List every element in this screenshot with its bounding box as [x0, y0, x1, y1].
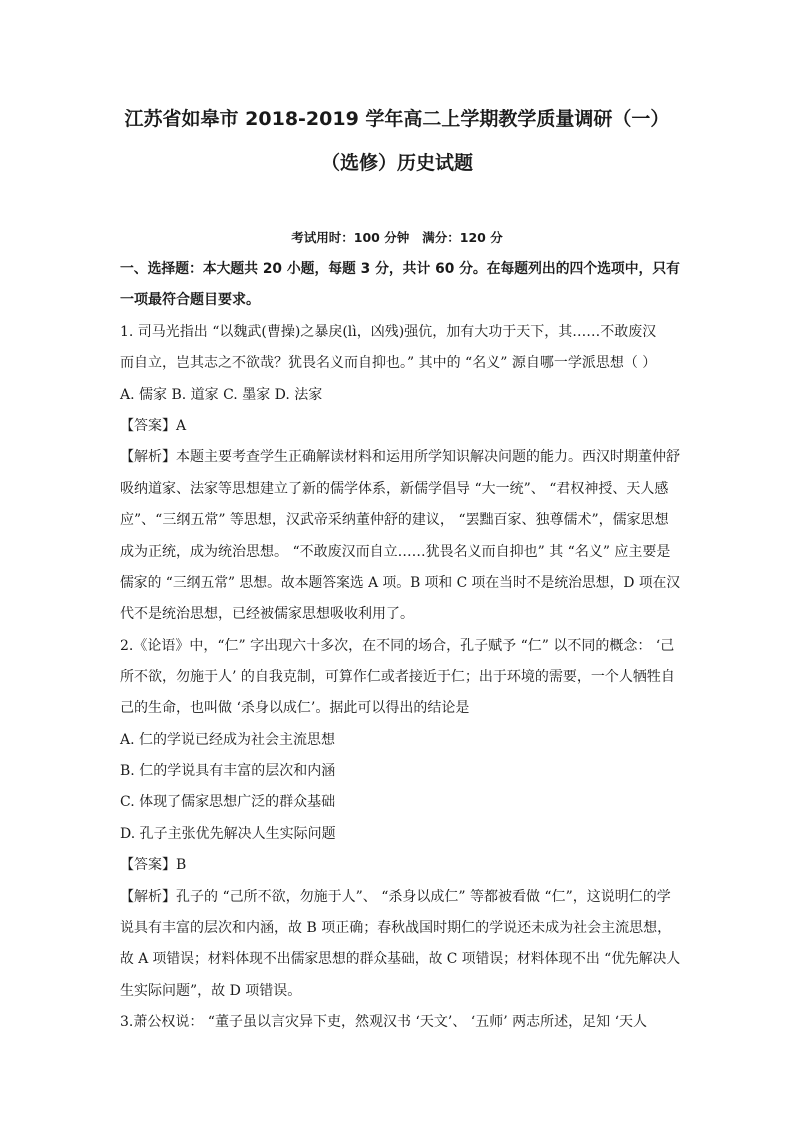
explanation-text: 【解析】孔子的 “己所不欲，勿施于人”、 “杀身以成仁” 等都被看做 “仁”，这说明仁的学	[120, 889, 671, 905]
option-b: B. 仁的学说具有丰富的层次和内涵	[120, 763, 336, 779]
explanation-text: 儒家的 “三纲五常” 思想。故本题答案选 A 项。B 项和 C 项在当时不是统治思想，D 项在汉	[120, 575, 681, 591]
question-1-text: 1. 司马光指出 “以魏武(曹操)之暴戾(lì，凶残)强伉，加有大功于天下，其……不敢废汉	[120, 324, 657, 340]
explanation-text: 生实际问题”，故 D 项错误。	[120, 983, 302, 999]
explanation-text: 应”、“三纲五常” 等思想，汉武帝采纳董仲舒的建议， “罢黜百家、独尊儒术”，儒家思想	[120, 512, 669, 528]
option-d: D. 孔子主张优先解决人生实际问题	[120, 826, 336, 842]
question-3-text: 3.萧公权说： “董子虽以言灾异下吏，然观汉书 ‘天文’、 ‘五师’ 两志所述，足知 ‘天人	[120, 1014, 648, 1030]
question-1-text: 而自立，岂其志之不欲哉？犹畏名义而自抑也。” 其中的 “名义” 源自哪一学派思想（ ）	[120, 355, 657, 371]
explanation-text: 代不是统治思想，已经被儒家思想吸收利用了。	[120, 606, 414, 622]
section-heading-cont: 一项最符合题目要求。	[120, 292, 260, 308]
question-1-options: A. 儒家 B. 道家 C. 墨家 D. 法家	[120, 387, 323, 403]
document-title-line-2: （选修）历史试题	[320, 152, 473, 174]
explanation-text: 说具有丰富的层次和内涵，故 B 项正确；春秋战国时期仁的学说还未成为社会主流思想，	[120, 920, 672, 936]
document-title-line-1: 江苏省如皋市 2018-2019 学年高二上学期教学质量调研（一）	[124, 108, 670, 130]
explanation-text: 故 A 项错误；材料体现不出儒家思想的群众基础，故 C 项错误；材料体现不出 “优先解决人	[120, 951, 681, 967]
explanation-text: 【解析】本题主要考查学生正确解读材料和运用所学知识解决问题的能力。西汉时期董仲舒	[120, 449, 680, 465]
explanation-text: 成为正统，成为统治思想。 “不敢废汉而自立……犹畏名义而自抑也” 其 “名义” 应主要是	[120, 544, 671, 560]
option-c: C. 体现了儒家思想广泛的群众基础	[120, 794, 336, 810]
question-2-text: 己的生命，也叫做 ‘杀身以成仁’。据此可以得出的结论是	[120, 700, 470, 716]
section-heading: 一、选择题：本大题共 20 小题，每题 3 分，共计 60 分。在每题列出的四个选项中，只有	[120, 261, 680, 277]
question-2-text: 2.《论语》中，“仁” 字出现六十多次，在不同的场合，孔子赋予 “仁” 以不同的概念： ‘己	[120, 638, 675, 654]
exam-info: 考试用时：100 分钟 满分：120 分	[291, 230, 503, 245]
answer-label: 【答案】B	[120, 857, 187, 873]
question-2-text: 所不欲，勿施于人’ 的自我克制，可算作仁或者接近于仁；出于环境的需要，一个人牺牲自	[120, 669, 675, 685]
answer-label: 【答案】A	[120, 418, 187, 434]
explanation-text: 吸纳道家、法家等思想建立了新的儒学体系，新儒学倡导 “大一统”、 “君权神授、天人感	[120, 481, 669, 497]
option-a: A. 仁的学说已经成为社会主流思想	[120, 732, 336, 748]
